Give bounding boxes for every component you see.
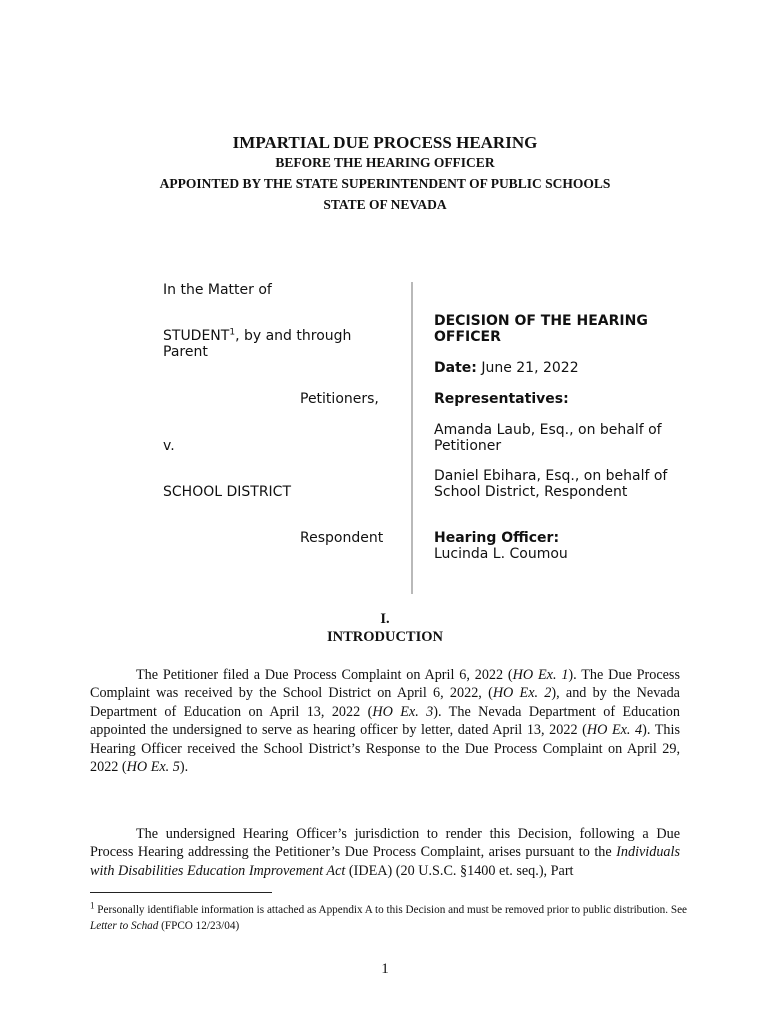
student-suffix: , by and through [235, 328, 352, 344]
document-title: IMPARTIAL DUE PROCESS HEARING [232, 133, 538, 152]
exhibit-ref: HO Ex. 1 [512, 667, 569, 683]
footnote-marker: 1 [90, 900, 95, 911]
page-number: 1 [381, 961, 389, 977]
decision-heading-line2: OFFICER [434, 329, 501, 345]
subtitle-appointed-by: APPOINTED BY THE STATE SUPERINTENDENT OF PUBLIC SCHOOLS [159, 176, 611, 191]
exhibit-ref: HO Ex. 3 [372, 703, 434, 720]
hearing-officer-label: Hearing Officer: [434, 530, 560, 546]
date-value: June 21, 2022 [481, 360, 579, 376]
rep1-line1: Amanda Laub, Esq., on behalf of [434, 422, 662, 438]
parent-label: Parent [163, 344, 208, 360]
date-label: Date: [434, 360, 477, 376]
rep2-line1: Daniel Ebihara, Esq., on behalf of [434, 468, 668, 484]
cited-letter: Letter to Schad [90, 919, 159, 932]
student-party [163, 328, 351, 344]
petitioners-label: Petitioners, [300, 391, 379, 407]
exhibit-ref: HO Ex. 2 [492, 685, 552, 702]
decision-heading-line1: DECISION OF THE HEARING [434, 313, 648, 329]
respondent-label: Respondent [300, 530, 384, 546]
subtitle-hearing-officer: BEFORE THE HEARING OFFICER [275, 155, 495, 170]
exhibit-ref: HO Ex. 5 [126, 759, 180, 776]
section-number: I. [380, 611, 390, 627]
rep1-line2: Petitioner [434, 438, 502, 454]
footnote: $^1$ Personally identifiable information is attached as Appendix A to this Decision and must be removed prior to public distribution. See Letter to Schad (FPCO 12/23/04) [90, 900, 688, 932]
hearing-officer-name: Lucinda L. Coumou [434, 546, 568, 562]
in-the-matter-label: In the Matter of [163, 282, 272, 298]
subtitle-state: STATE OF NEVADA [323, 197, 447, 212]
footnote-separator [90, 892, 272, 893]
representatives-label: Representatives: [434, 391, 569, 407]
introduction-paragraph-1: The Petitioner filed a Due Process Complaint on April 6, 2022 (HO Ex. 1). The Due Process Complaint was received by the School District on April 6, 2022, (HO Ex. 2), and by the Nevada Department of Education on April 13, 2022 (HO Ex. 3). The Nevada Department of Education appointed the undersigned to serve as hearing officer by letter, dated April 13, 2022 (HO Ex. 4). This Hearing Officer received the School District’s Response to the Due Process Complaint on April 29, 2022 (HO Ex. 5). [90, 667, 680, 776]
footnote-ref: 1 [229, 327, 236, 338]
section-title: INTRODUCTION [326, 629, 443, 645]
exhibit-ref: HO Ex. 4 [586, 722, 643, 739]
decision-date [434, 360, 579, 376]
student-label: STUDENT [163, 328, 230, 344]
introduction-paragraph-2: The undersigned Hearing Officer’s jurisdiction to render this Decision, following a Due Process Hearing addressing the Petitioner’s Due Process Complaint, arises pursuant to the Individuals with Disabilities Education Improvement Act (IDEA) (20 U.S.C. §1400 et. seq.), Part [90, 826, 680, 879]
rep2-line2: School District, Respondent [434, 484, 628, 500]
versus-label: v. [163, 438, 175, 454]
school-district-label: SCHOOL DISTRICT [163, 484, 292, 500]
caption-divider [411, 282, 413, 594]
statute-name: Individuals with Disabilities Education Improvement Act [90, 844, 680, 879]
